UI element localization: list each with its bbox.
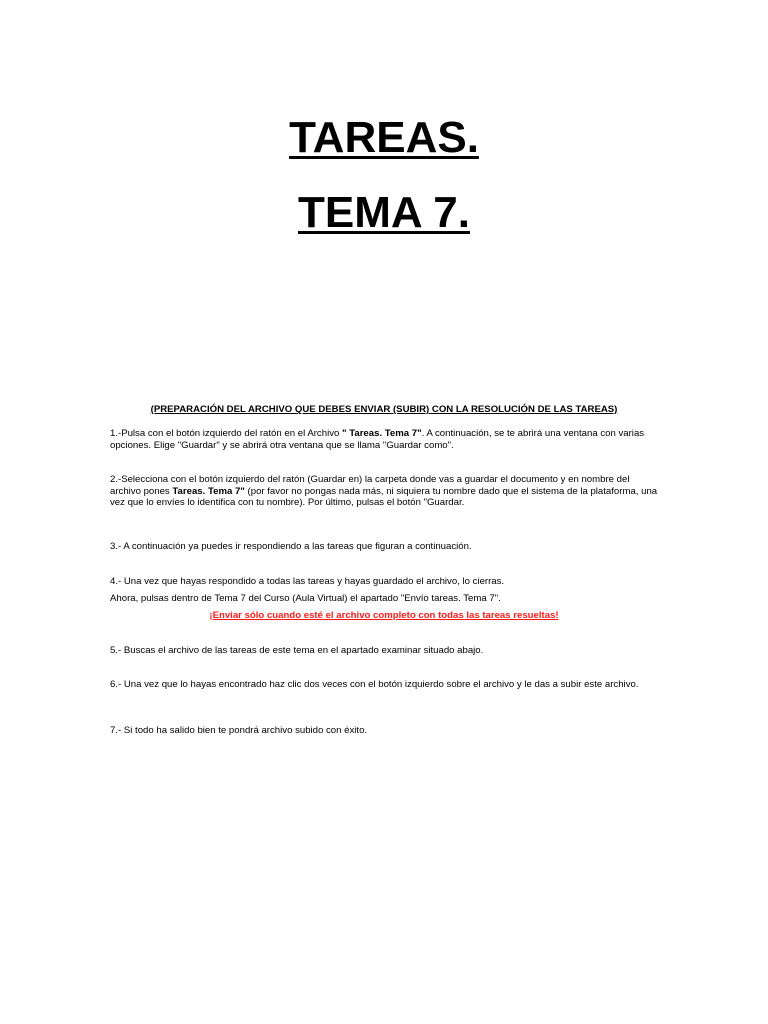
step-2-text-before: 2.-Selecciona con el botón izquierdo del ratón (Guardar en) la carpeta donde vas a guardar el documento y en nombre del archivo pones: [110, 474, 630, 497]
step-2-text-after: (por favor no pongas nada más, ni siquiera tu nombre dado que el sistema de la plataforma, una vez que lo envíes lo identifica con tu nombre). Por último, pulsas el botón "Guardar.: [110, 485, 658, 508]
warning-note: ¡Enviar sólo cuando esté el archivo completo con todas las tareas resueltas!: [209, 610, 559, 621]
step-4: 4.- Una vez que hayas respondido a todas las tareas y hayas guardado el archivo, lo cierras.: [110, 576, 505, 587]
step-2: [110, 474, 658, 509]
step-1: [110, 428, 658, 451]
step-1-filename: " Tareas. Tema 7": [342, 428, 422, 439]
step-1-text-before: 1.-Pulsa con el botón izquierdo del ratón en el Archivo: [110, 428, 342, 439]
step-5: 5.- Buscas el archivo de las tareas de este tema en el apartado examinar situado abajo.: [110, 645, 484, 656]
step-2-filename: Tareas. Tema 7": [172, 485, 245, 497]
page-title: TAREAS.: [289, 113, 479, 162]
step-1-text-after: . A continuación, se te abrirá una ventana con varias opciones. Elige "Guardar" y se abrirá otra ventana que se llama "Guardar como".: [110, 428, 645, 451]
step-7: 7.- Si todo ha salido bien te pondrá archivo subido con éxito.: [110, 725, 368, 736]
step-4-continued: Ahora, pulsas dentro de Tema 7 del Curso (Aula Virtual) el apartado "Envío tareas. Tema 7".: [110, 593, 501, 604]
page-subtitle-tema: TEMA 7.: [298, 188, 470, 237]
step-3: 3.- A continuación ya puedes ir respondiendo a las tareas que figuran a continuación.: [110, 541, 472, 552]
instructions-heading: (PREPARACIÓN DEL ARCHIVO QUE DEBES ENVIAR (SUBIR) CON LA RESOLUCIÓN DE LAS TAREAS): [150, 404, 618, 415]
step-6: 6.- Una vez que lo hayas encontrado haz clic dos veces con el botón izquierdo sobre el archivo y le das a subir este archivo.: [110, 679, 639, 690]
